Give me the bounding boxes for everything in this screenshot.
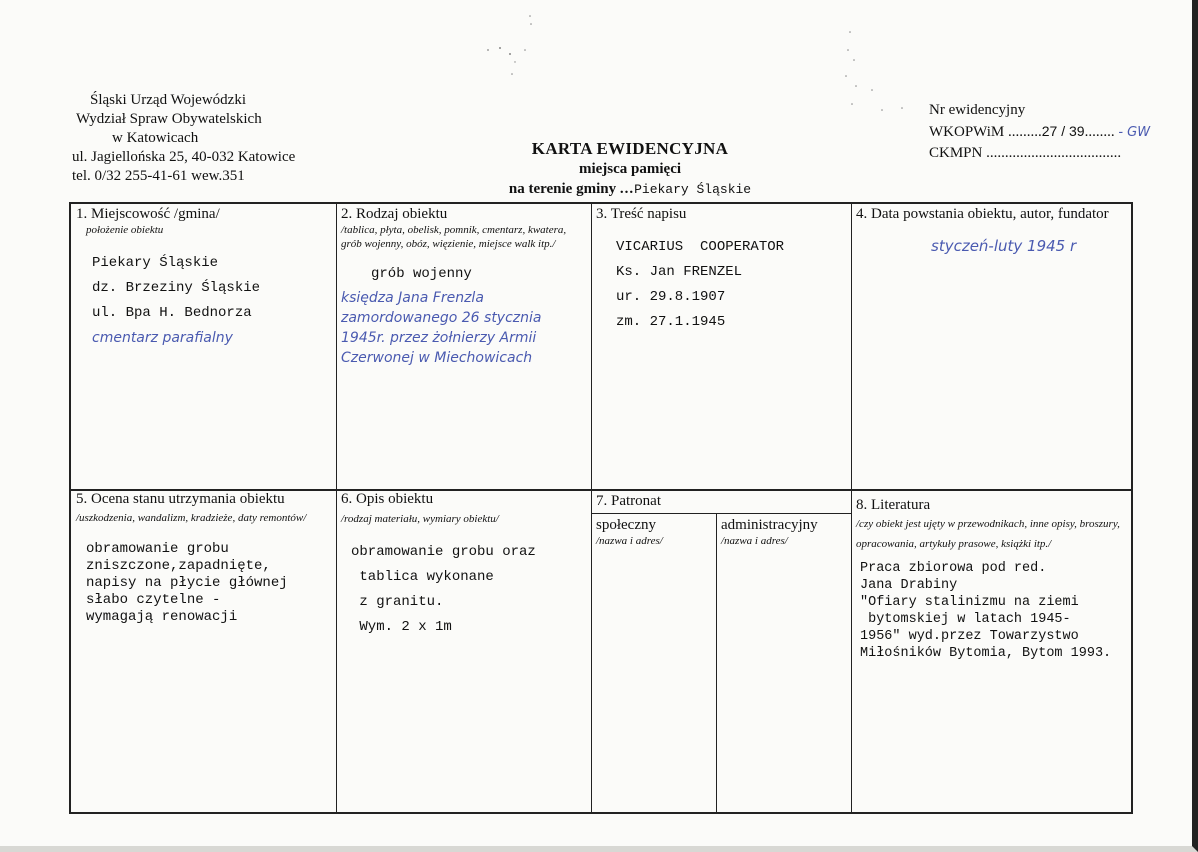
patronage-admin-title: administracyjny xyxy=(721,517,818,533)
cell-condition-body: obramowanie grobu zniszczone,zapadnięte, napisy na płycie głównej słabo czytelne - wymagają renowacji xyxy=(86,541,288,625)
cell-literature-sub: /czy obiekt jest ujęty w przewodnikach, inne opisy, broszury, opracowania, artykuły prasowe, książki itp./ xyxy=(856,518,1120,550)
cell-literature-title: 8. Literatura xyxy=(856,497,931,513)
wkopwim-value: 27 / 39 xyxy=(1041,123,1085,139)
cell-inscription-body: VICARIUS COOPERATOR Ks. Jan FRENZEL ur. 29.8.1907 zm. 27.1.1945 xyxy=(616,239,785,330)
cell-patronage-title: 7. Patronat xyxy=(596,493,661,509)
cell-date-hand: styczeń-luty 1945 r xyxy=(931,237,1077,255)
gmina-label: na terenie gminy xyxy=(508,181,617,197)
cell-type xyxy=(336,204,591,489)
cell-type-title: 2. Rodzaj obiektu xyxy=(341,206,448,222)
scan-specks-right xyxy=(842,20,912,120)
cell-condition xyxy=(71,489,336,812)
gmina-value: Piekary Śląskie xyxy=(634,182,752,197)
cell-inscription xyxy=(591,204,851,489)
registry-numbers xyxy=(929,100,1150,164)
cell-type-hand: księdza Jana Frenzla zamordowanego 26 stycznia 1945r. przez żołnierzy Armii Czerwonej w Miechowicach xyxy=(341,290,542,366)
cell-type-body: grób wojenny xyxy=(371,266,472,282)
cell-literature-body: Praca zbiorowa pod red. Jana Drabiny "Ofiary stalinizmu na ziemi bytomskiej w latach 1945- 1956" wyd.przez Towarzystwo Miłośników Bytomia, Bytom 1993. xyxy=(860,561,1112,661)
title-sub: miejsca pamięci xyxy=(578,161,682,177)
cell-description xyxy=(336,489,591,812)
cell-patronage-social xyxy=(591,513,716,812)
cell-patronage-admin xyxy=(716,513,851,812)
title-gmina: na terenie gminy ...Piekary Śląskie xyxy=(508,181,752,197)
office-line-3: w Katowicach xyxy=(112,130,199,146)
office-line-2: Wydział Spraw Obywatelskich xyxy=(76,111,262,127)
cell-location-sub: położenie obiektu xyxy=(86,224,164,236)
cell-date xyxy=(851,204,1133,489)
patronage-social-title: społeczny xyxy=(596,517,656,533)
scan-specks xyxy=(470,10,550,90)
wkopwim-hand: - GW xyxy=(1118,125,1151,140)
cell-type-sub: /tablica, płyta, obelisk, pomnik, cmentarz, kwatera, grób wojenny, obóz, więzienie, miejsce walk itp./ xyxy=(341,224,567,250)
cell-location-hand: cmentarz parafialny xyxy=(92,330,233,346)
form-grid xyxy=(69,202,1133,814)
patronage-social-sub: /nazwa i adres/ xyxy=(596,535,663,547)
office-line-4: ul. Jagiellońska 25, 40-032 Katowice xyxy=(72,149,296,165)
ckmpn-row: CKMPN .................................... xyxy=(929,145,1122,161)
ckmpn-label: CKMPN xyxy=(929,145,983,161)
office-header xyxy=(72,91,295,186)
cell-inscription-title: 3. Treść napisu xyxy=(596,206,687,222)
cell-description-body: obramowanie grobu oraz tablica wykonane z granitu. Wym. 2 x 1m xyxy=(351,544,536,635)
cell-location-title: 1. Miejscowość /gmina/ xyxy=(76,206,220,222)
document-title xyxy=(480,139,780,200)
cell-literature xyxy=(851,489,1133,812)
wkopwim-label: WKOPWiM xyxy=(929,124,1005,140)
wkopwim-row: WKOPWiM .........27 / 39........ - GW xyxy=(929,123,1151,140)
nr-label: Nr ewidencyjny xyxy=(929,102,1026,118)
cell-condition-title: 5. Ocena stanu utrzymania obiektu xyxy=(76,491,285,507)
cell-patronage xyxy=(591,489,851,513)
cell-date-title: 4. Data powstania obiektu, autor, fundator xyxy=(856,206,1109,222)
cell-condition-sub: /uszkodzenia, wandalizm, kradzieże, daty remontów/ xyxy=(76,512,307,524)
office-line-5: tel. 0/32 255-41-61 wew.351 xyxy=(72,168,245,184)
office-line-1: Śląski Urząd Wojewódzki xyxy=(90,92,246,108)
cell-location-body: Piekary Śląskie dz. Brzeziny Śląskie ul. Bpa H. Bednorza xyxy=(92,255,261,321)
cell-description-sub: /rodzaj materiału, wymiary obiektu/ xyxy=(341,513,499,525)
title-main: KARTA EWIDENCYJNA xyxy=(531,139,729,158)
cell-description-title: 6. Opis obiektu xyxy=(341,491,434,507)
cell-location xyxy=(71,204,336,489)
patronage-admin-sub: /nazwa i adres/ xyxy=(721,535,788,547)
